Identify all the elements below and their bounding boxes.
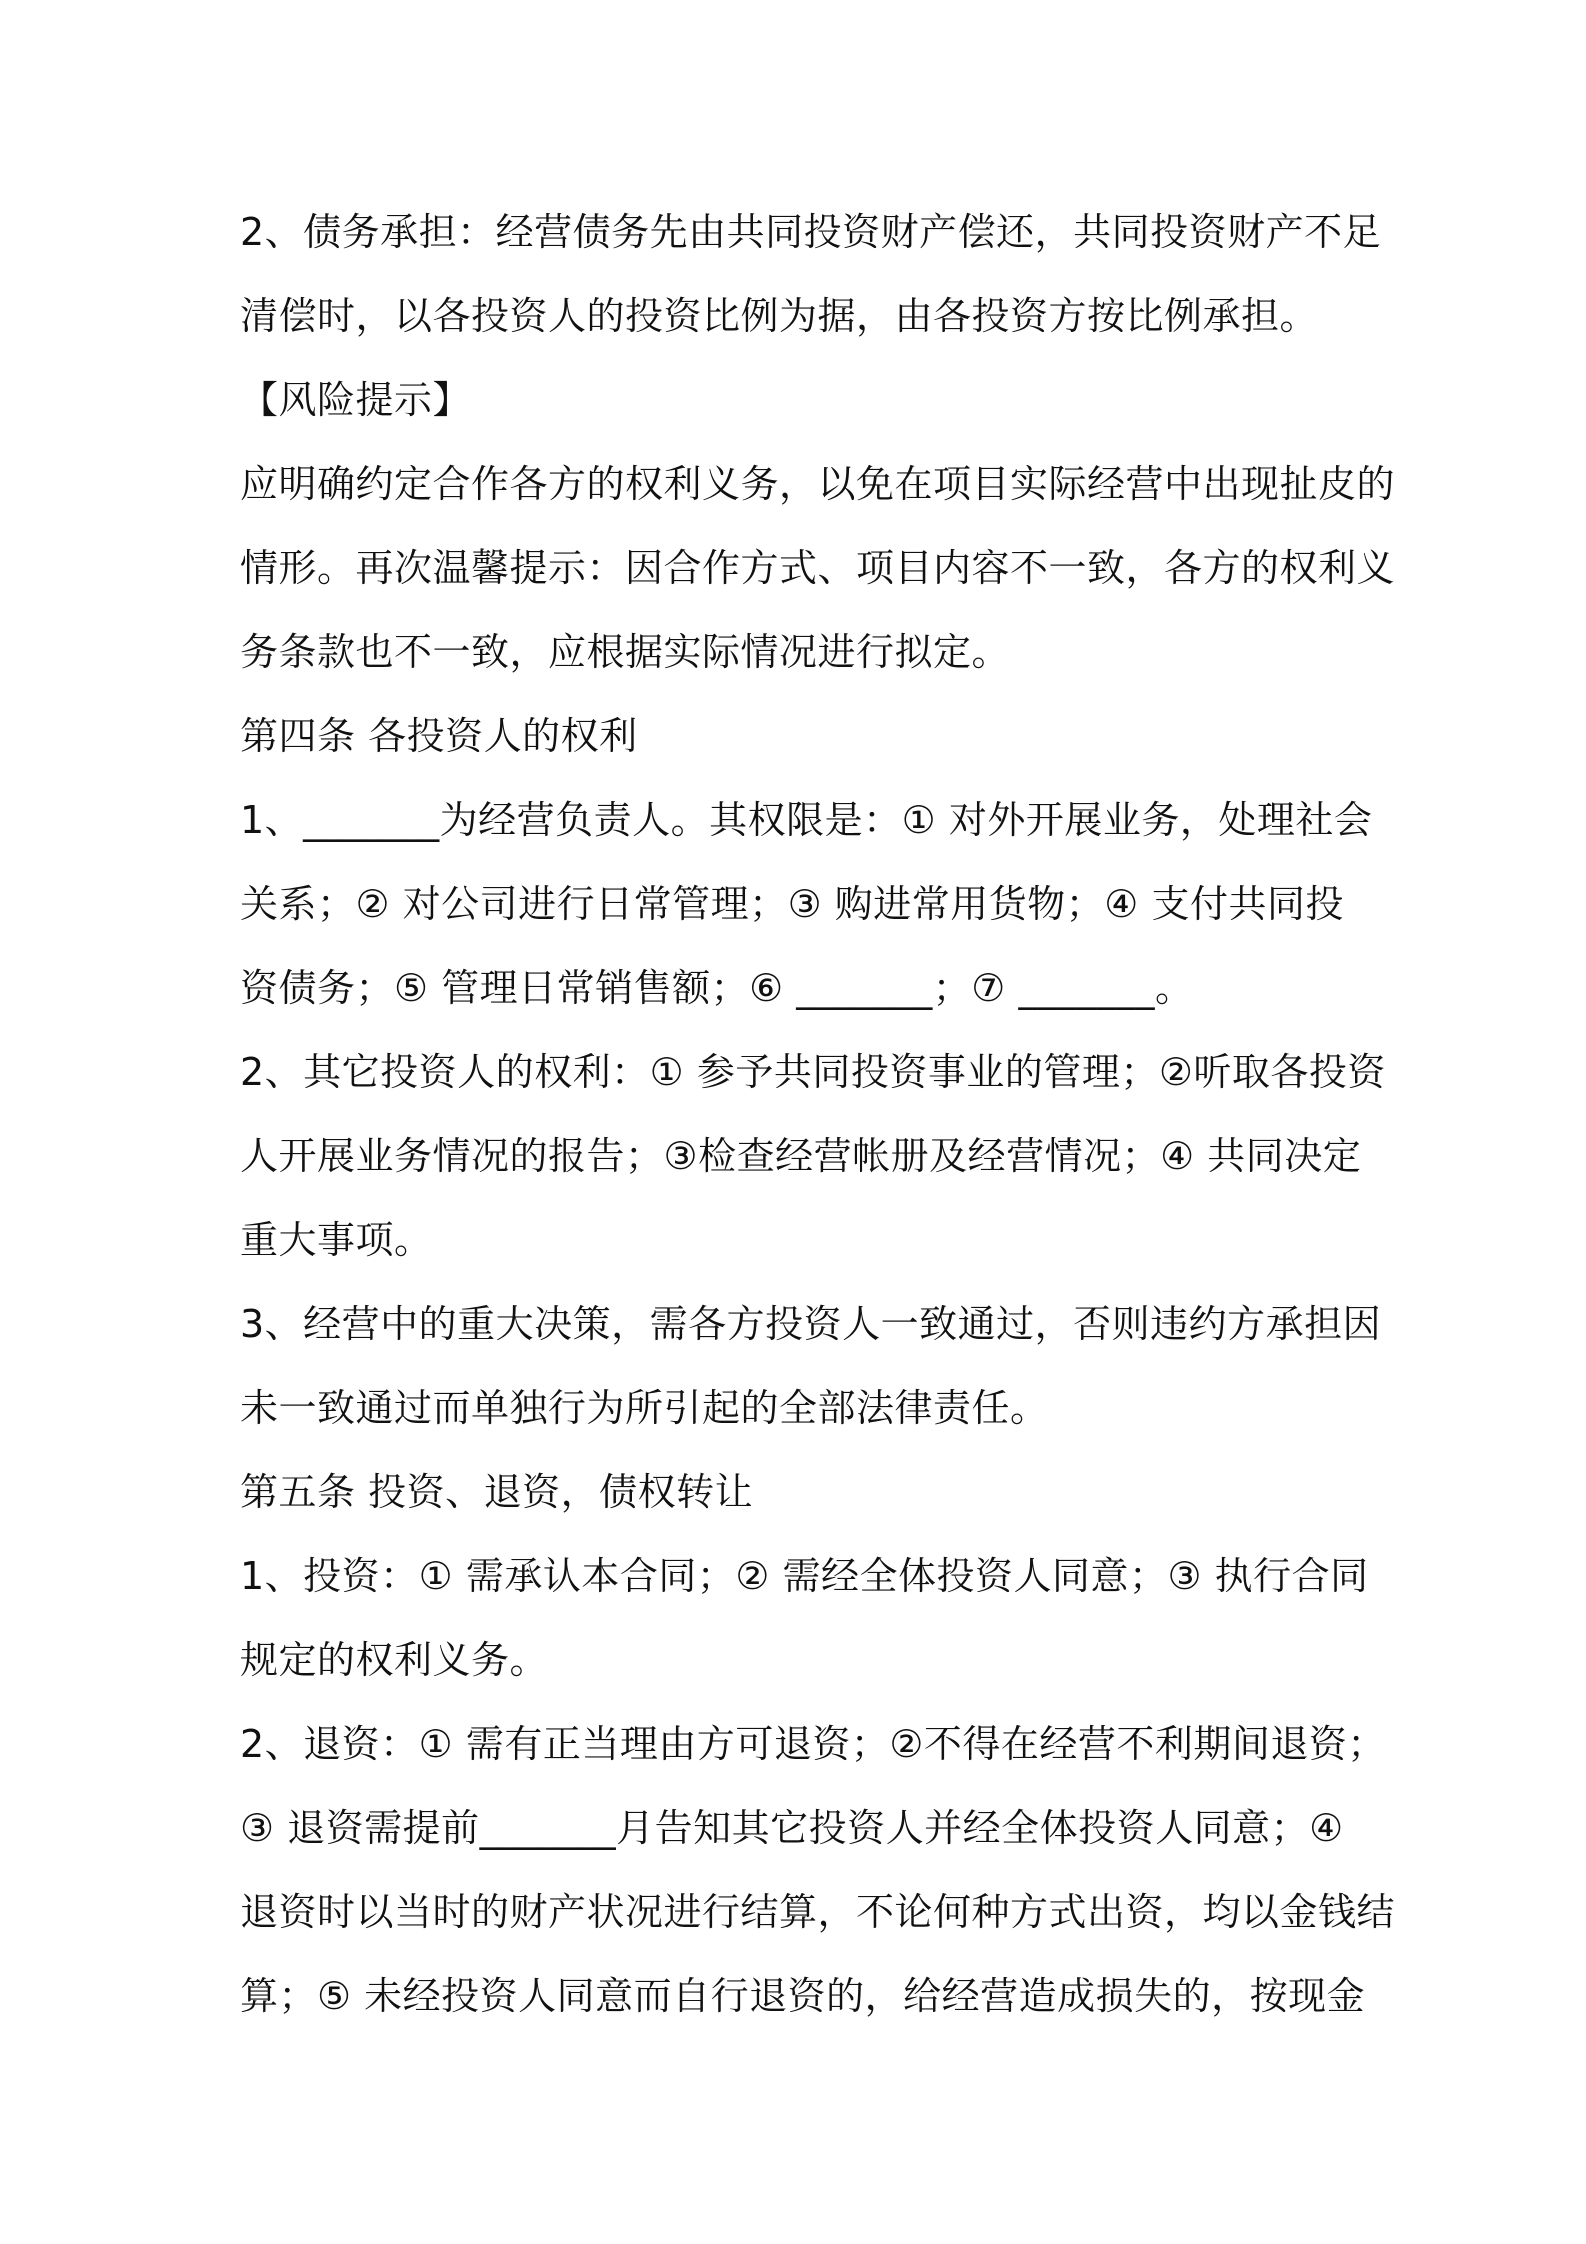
paragraph-line: 重大事项。 (240, 1218, 433, 1262)
paragraph-line: 未一致通过而单独行为所引起的全部法律责任。 (240, 1386, 1049, 1430)
paragraph-line: 退资时以当时的财产状况进行结算，不论何种方式出资，均以金钱结 (240, 1890, 1396, 1934)
paragraph-line: 2、退资：① 需有正当理由方可退资；②不得在经营不利期间退资； (240, 1722, 1386, 1766)
paragraph-line: 1、投资：① 需承认本合同；② 需经全体投资人同意；③ 执行合同 (240, 1554, 1369, 1598)
document-body (240, 190, 1396, 2038)
paragraph-line: 务条款也不一致，应根据实际情况进行拟定。 (240, 630, 1011, 674)
article-five-heading: 第五条 投资、退资，债权转让 (240, 1470, 754, 1514)
paragraph-line: 算；⑤ 未经投资人同意而自行退资的，给经营造成损失的，按现金 (240, 1974, 1366, 2018)
paragraph-line: 情形。再次温馨提示：因合作方式、项目内容不一致，各方的权利义 (240, 546, 1396, 590)
paragraph-line: 2、债务承担：经营债务先由共同投资财产偿还，共同投资财产不足 (240, 210, 1382, 254)
paragraph-line: 资债务；⑤ 管理日常销售额；⑥ _______；⑦ _______。 (240, 966, 1194, 1010)
paragraph-line: 1、_______为经营负责人。其权限是：① 对外开展业务，处理社会 (240, 798, 1373, 842)
paragraph-line: 应明确约定合作各方的权利义务，以免在项目实际经营中出现扯皮的 (240, 462, 1396, 506)
paragraph-line: 关系；② 对公司进行日常管理；③ 购进常用货物；④ 支付共同投 (240, 882, 1344, 926)
paragraph-line: 3、经营中的重大决策，需各方投资人一致通过，否则违约方承担因 (240, 1302, 1382, 1346)
risk-notice-heading: 【风险提示】 (240, 378, 472, 422)
paragraph-line: 2、其它投资人的权利：① 参予共同投资事业的管理；②听取各投资 (240, 1050, 1386, 1094)
article-four-heading: 第四条 各投资人的权利 (240, 714, 638, 758)
paragraph-line: 清偿时，以各投资人的投资比例为据，由各投资方按比例承担。 (240, 294, 1319, 338)
paragraph-line: ③ 退资需提前_______月告知其它投资人并经全体投资人同意；④ (240, 1806, 1344, 1850)
paragraph-line: 人开展业务情况的报告；③检查经营帐册及经营情况；④ 共同决定 (240, 1134, 1362, 1178)
paragraph-line: 规定的权利义务。 (240, 1638, 549, 1682)
